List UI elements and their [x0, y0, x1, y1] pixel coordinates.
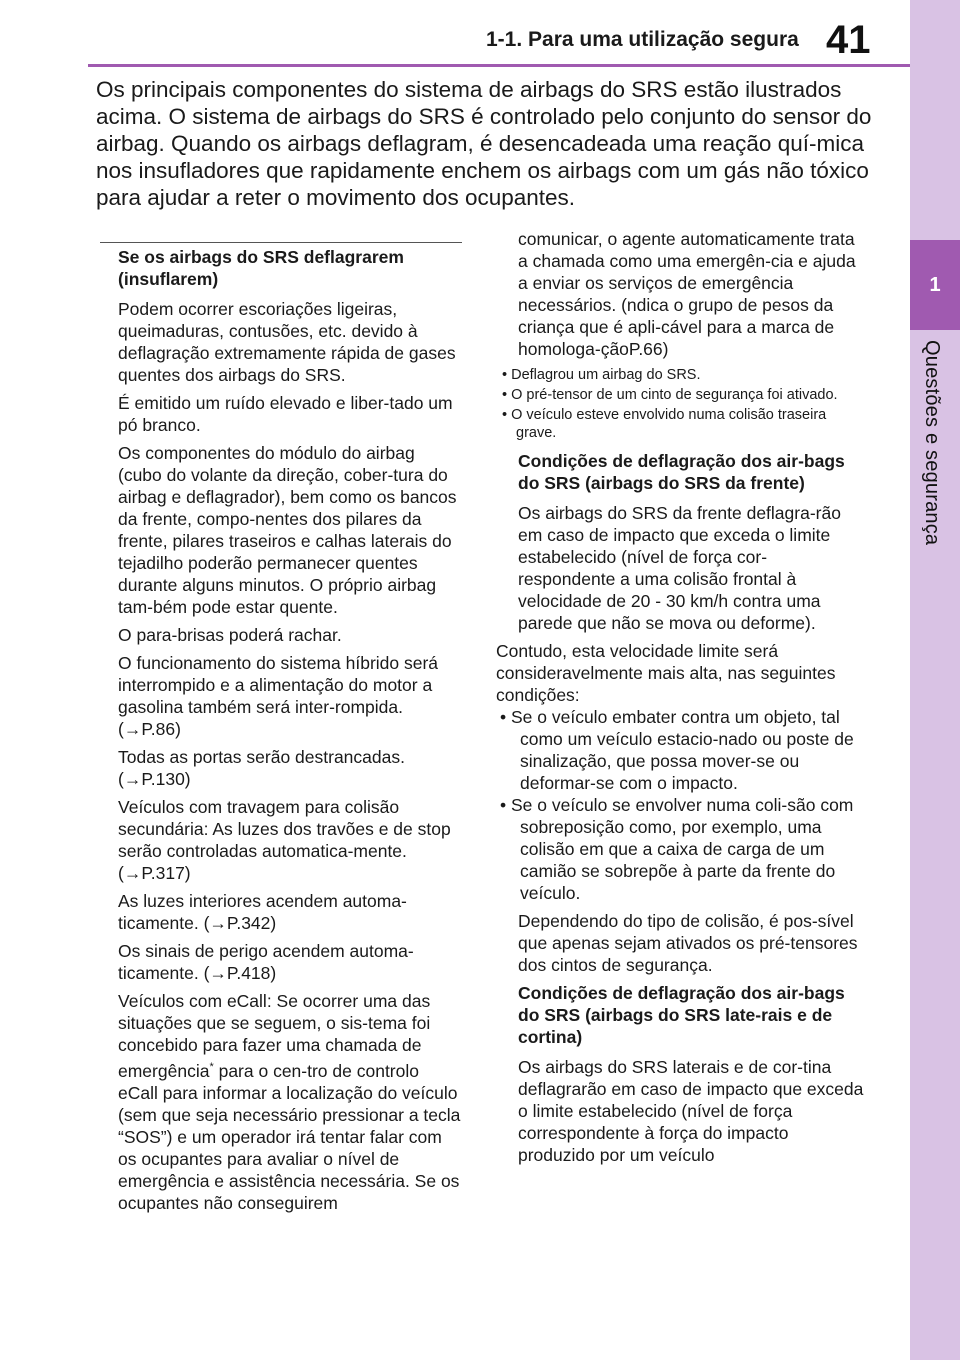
paragraph: É emitido um ruído elevado e liber-tado um pó branco. [118, 393, 453, 435]
chapter-side-tab [910, 0, 960, 1360]
paragraph: Podem ocorrer escoriações ligeiras, queimaduras, contusões, etc. devido à deflagração extremamente rápida de gases quentes dos airbags do SRS. [118, 299, 456, 385]
paragraph: Todas as portas serão destrancadas. (→P.130) [118, 747, 405, 789]
ecall-continuation: comunicar, o agente automaticamente trata a chamada como uma emergên-cia e ajuda a enviar os serviços de emergência necessários. (ndica o grupo de pesos da criança que é apli-cável para a marca de homologa-çãoP.66) [518, 229, 856, 359]
header-divider [88, 64, 910, 67]
paragraph: Os componentes do módulo do airbag (cubo do volante da direção, cober-tura do airbag e deflagrador), bem como os bancos da frente, compo-nentes dos pilares da frente, pilares traseiros e calhas laterais do tejadilho poderão permanecer quentes durante alguns minutos. O próprio airbag tam-bém pode estar quente. [118, 443, 457, 617]
chapter-label: Questões e segurança [921, 340, 943, 546]
paragraph: Dependendo do tipo de colisão, é pos-sível que apenas sejam ativados os pré-tensores dos cintos de segurança. [518, 911, 858, 975]
paragraph: O para-brisas poderá rachar. [118, 625, 342, 645]
ecall-text-start: Veículos com eCall: Se ocorrer uma das situações que se seguem, o sis-tema foi concebido para fazer uma chamada de emergência [118, 991, 431, 1081]
ecall-text-end: para o cen-tro de controlo eCall para informar a localização do veículo (sem que seja necessário pressionar a tecla “SOS”) e um operador irá tentar falar com os ocupantes para avaliar o nível de emergência e assistência necessária. Se os ocupantes não conseguirem [118, 1060, 461, 1213]
section-divider [100, 242, 462, 243]
paragraph: Veículos com travagem para colisão secundária: As luzes dos travões e de stop serão controladas automatica-mente. (→P.317) [118, 797, 451, 883]
page-number: 41 [826, 18, 871, 62]
ecall-paragraph [118, 990, 462, 1214]
paragraph: Os sinais de perigo acendem automa-ticamente. (→P.418) [118, 941, 414, 983]
list-item: • O pré-tensor de um cinto de segurança foi ativado. [502, 387, 838, 403]
list-item: • Se o veículo se envolver numa coli-são com sobreposição como, por exemplo, uma colisão em que a caixa de carga de um camião se sobrepõe à parte da frente do veículo. [500, 795, 854, 903]
right-column [496, 228, 864, 1172]
left-column [100, 242, 462, 1220]
intro-paragraph: Os principais componentes do sistema de airbags do SRS estão ilustrados acima. O sistema de airbags do SRS é controlado pelo conjunto do sensor do airbag. Quando os airbags deflagram, é desencadeada uma reação quí-mica nos insufladores que rapidamente enchem os airbags com um gás não tóxico para ajudar a reter o movimento dos ocupantes. [96, 77, 872, 210]
paragraph: Contudo, esta velocidade limite será consideravelmente mais alta, nas seguintes condições: [496, 641, 836, 705]
chapter-number-badge: 1 [910, 240, 960, 330]
paragraph: As luzes interiores acendem automa-ticamente. (→P.342) [118, 891, 407, 933]
footnote-marker: * [209, 1061, 214, 1073]
list-item: • O veículo esteve envolvido numa colisão traseira grave. [502, 407, 827, 441]
paragraph: Os airbags do SRS da frente deflagra-rão em caso de impacto que exceda o limite estabelecido (nível de força cor-respondente a uma colisão frontal à velocidade de 20 - 30 km/h contra uma parede que não se mova ou deforme). [518, 503, 841, 633]
front-airbag-heading: Condições de deflagração dos air-bags do SRS (airbags do SRS da frente) [518, 451, 845, 493]
list-item: • Deflagrou um airbag do SRS. [502, 367, 701, 383]
list-item: • Se o veículo embater contra um objeto, tal como um veículo estacio-nado ou poste de sinalização, que possa mover-se ou deformar-se com o impacto. [500, 707, 854, 793]
deflagration-effects-heading: Se os airbags do SRS deflagrarem (insuflarem) [118, 247, 404, 289]
paragraph: Os airbags do SRS laterais e de cor-tina deflagrarão em caso de impacto que exceda o limite estabelecido (nível de força correspondente à força do impacto produzido por um veículo [518, 1057, 864, 1165]
side-airbag-heading: Condições de deflagração dos air-bags do SRS (airbags do SRS late-rais e de cortina) [518, 983, 845, 1047]
section-title: 1-1. Para uma utilização segura [486, 28, 799, 51]
paragraph: O funcionamento do sistema híbrido será interrompido e a alimentação do motor a gasolina também será inter-rompida. (→P.86) [118, 653, 439, 739]
